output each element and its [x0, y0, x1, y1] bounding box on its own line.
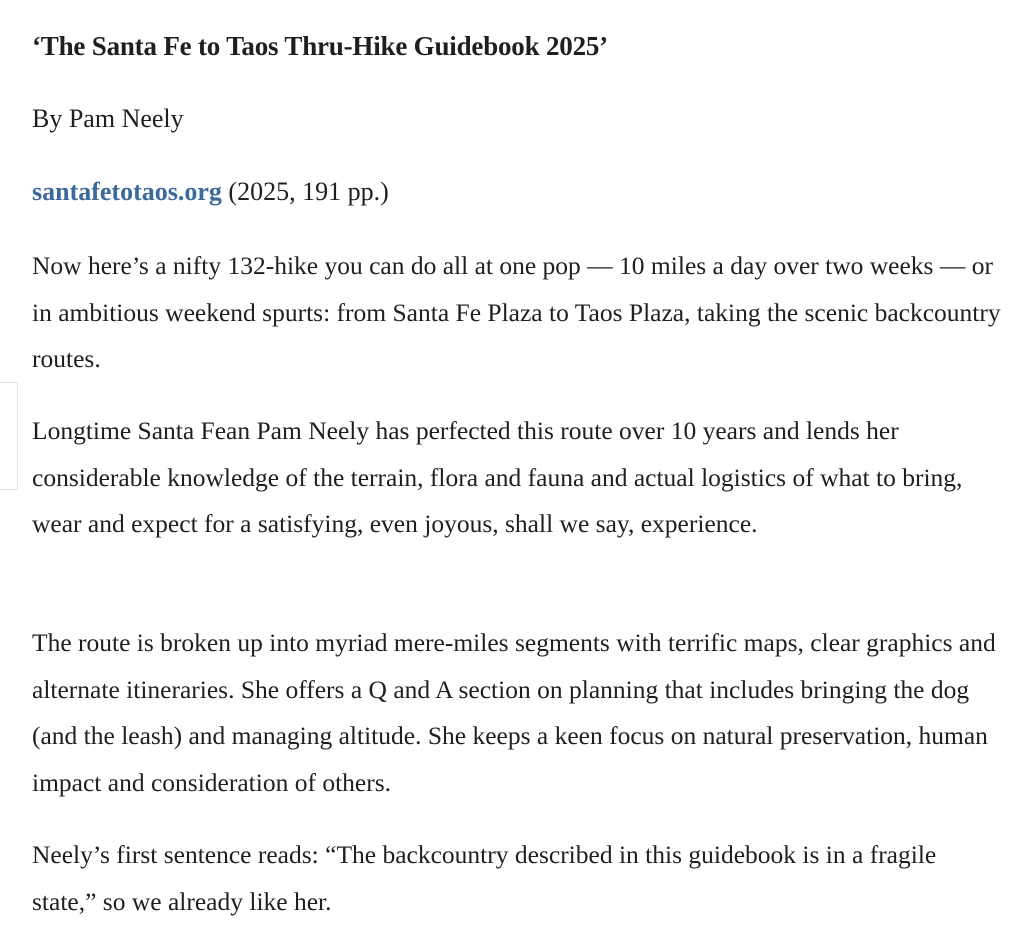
paragraph-2: Longtime Santa Fean Pam Neely has perfected this route over 10 years and lends her considerable knowledge of the terrain, flora and fauna and actual logistics of what to bring, wear and expect for a satisfying, even joyous, shall we say, experience. — [32, 416, 963, 538]
byline: By Pam Neely — [32, 104, 184, 133]
publication-details: (2025, 191 pp.) — [221, 177, 389, 206]
paragraph-3: The route is broken up into myriad mere-miles segments with terrific maps, clear graphics and alternate itineraries. She offers a Q and A section on planning that includes bringing the dog (and the leash) and managing altitude. She keeps a keen focus on natural preservation, human impact and consideration of others. — [32, 628, 996, 797]
publication-info — [32, 174, 389, 210]
side-tab[interactable] — [0, 382, 18, 490]
book-title: ‘The Santa Fe to Taos Thru-Hike Guidebook 2025’ — [32, 31, 608, 61]
publisher-link[interactable]: santafetotaos.org — [32, 177, 222, 206]
paragraph-4: Neely’s first sentence reads: “The backcountry described in this guidebook is in a fragile state,” so we already like her. — [32, 840, 937, 916]
paragraph-1: Now here’s a nifty 132-hike you can do all at one pop — 10 miles a day over two weeks — or in ambitious weekend spurts: from Santa Fe Plaza to Taos Plaza, taking the scenic backcountry routes. — [32, 251, 1001, 373]
